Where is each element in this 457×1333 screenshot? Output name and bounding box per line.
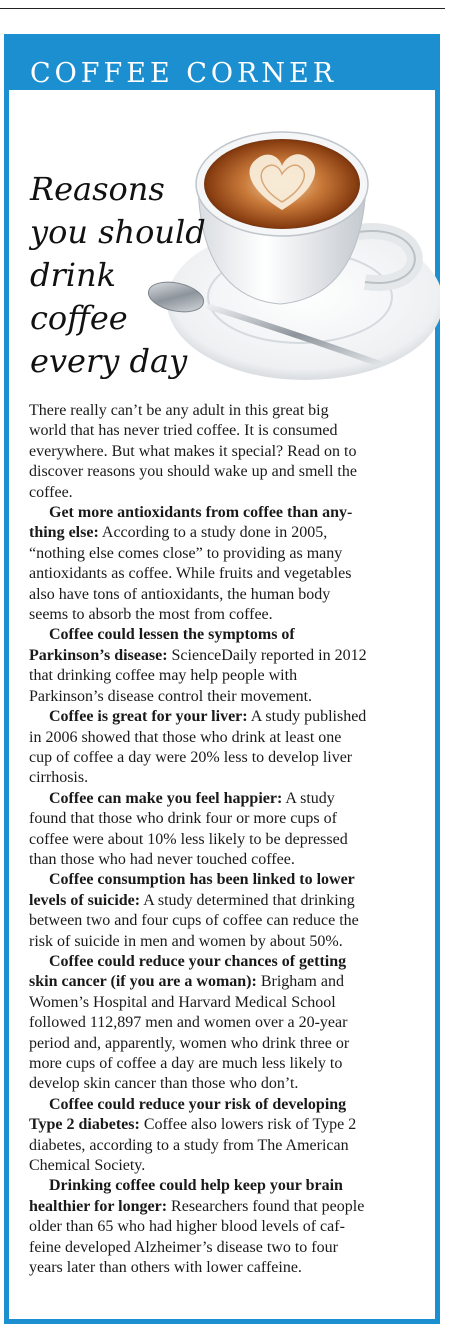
headline-line: every day [30, 342, 188, 380]
section-diabetes: Coffee could reduce your risk of developing Type 2 diabetes: Coffee also lowers risk of Type 2 diabetes, according to a study from The American Chemical Society. [29, 1095, 357, 1175]
section-liver: Coffee is great for your liver: A study published in 2006 showed that those who drink at least one cup of coffee a day were 20% less to develop liver cirrhosis. [29, 708, 367, 787]
intro-line: world that has never tried coffee. It is consumed [29, 422, 338, 440]
intro-paragraph [29, 401, 434, 503]
section-heading: Coffee could reduce your risk of developing Type 2 diabetes: [29, 1095, 347, 1134]
section-heading: Coffee could reduce your chances of getting skin cancer (if you are a woman): [29, 952, 347, 991]
headline-line: you should [30, 213, 206, 251]
section-title: COFFEE CORNER [30, 58, 338, 89]
section-heading: Coffee is great for your liver: [49, 708, 248, 726]
section-heading: Coffee could lessen the symptoms of Parkinson’s disease: [29, 626, 295, 664]
headline-line: coffee [30, 299, 128, 337]
intro-line: There really can’t be any adult in this great big [29, 402, 329, 419]
section-suicide: Coffee consumption has been linked to lower levels of suicide: A study determined that drinking between two and four cups of coffee can reduce the risk of suicide in men and women by about 50%. [29, 871, 359, 950]
article-body [29, 401, 434, 1278]
headline [30, 168, 270, 383]
intro-line: discover reasons you should wake up and smell the [29, 463, 357, 481]
headline-line: drink [30, 256, 117, 294]
section-brain: Drinking coffee could help keep your brain healthier for longer: Researchers found that people older than 65 who had higher blood levels of caf- feine developed Alzheimer’s disease two to four years later than others with lower caffeine. [29, 1177, 365, 1277]
top-rule [0, 8, 445, 9]
intro-line: coffee. [29, 483, 73, 501]
section-heading: Get more antioxidants from coffee than any- thing else: [29, 504, 353, 542]
section-skin-cancer: Coffee could reduce your chances of getting skin cancer (if you are a woman): Brigham and Women’s Hospital and Harvard Medical School followed 112,897 men and women over a 20-year period and, apparently, women who drink three or more cups of coffee a day are much less likely to develop skin cancer than those who don’t. [29, 952, 350, 1093]
section-parkinsons: Coffee could lessen the symptoms of Parkinson’s disease: ScienceDaily reported in 2012 that drinking coffee may help people with Parkinson’s disease control their movement. [29, 626, 367, 705]
section-heading: Coffee can make you feel happier: [49, 789, 283, 807]
intro-line: everywhere. But what makes it special? Read on to [29, 442, 357, 460]
headline-line: Reasons [30, 170, 165, 208]
section-heading: Coffee consumption has been linked to lower levels of suicide: [29, 871, 355, 909]
section-happier: Coffee can make you feel happier: A study found that those who drink four or more cups of coffee were about 10% less likely to be depressed than those who had never touched coffee. [29, 789, 348, 868]
section-antioxidants: Get more antioxidants from coffee than any- thing else: According to a study done in 2005, “nothing else comes close” to providing as many antioxidants as coffee. While fruits and vegetables also have tons of antioxidants, the human body seems to absorb the most from coffee. [29, 504, 353, 624]
section-heading: Drinking coffee could help keep your brain healthier for longer: [29, 1177, 343, 1215]
